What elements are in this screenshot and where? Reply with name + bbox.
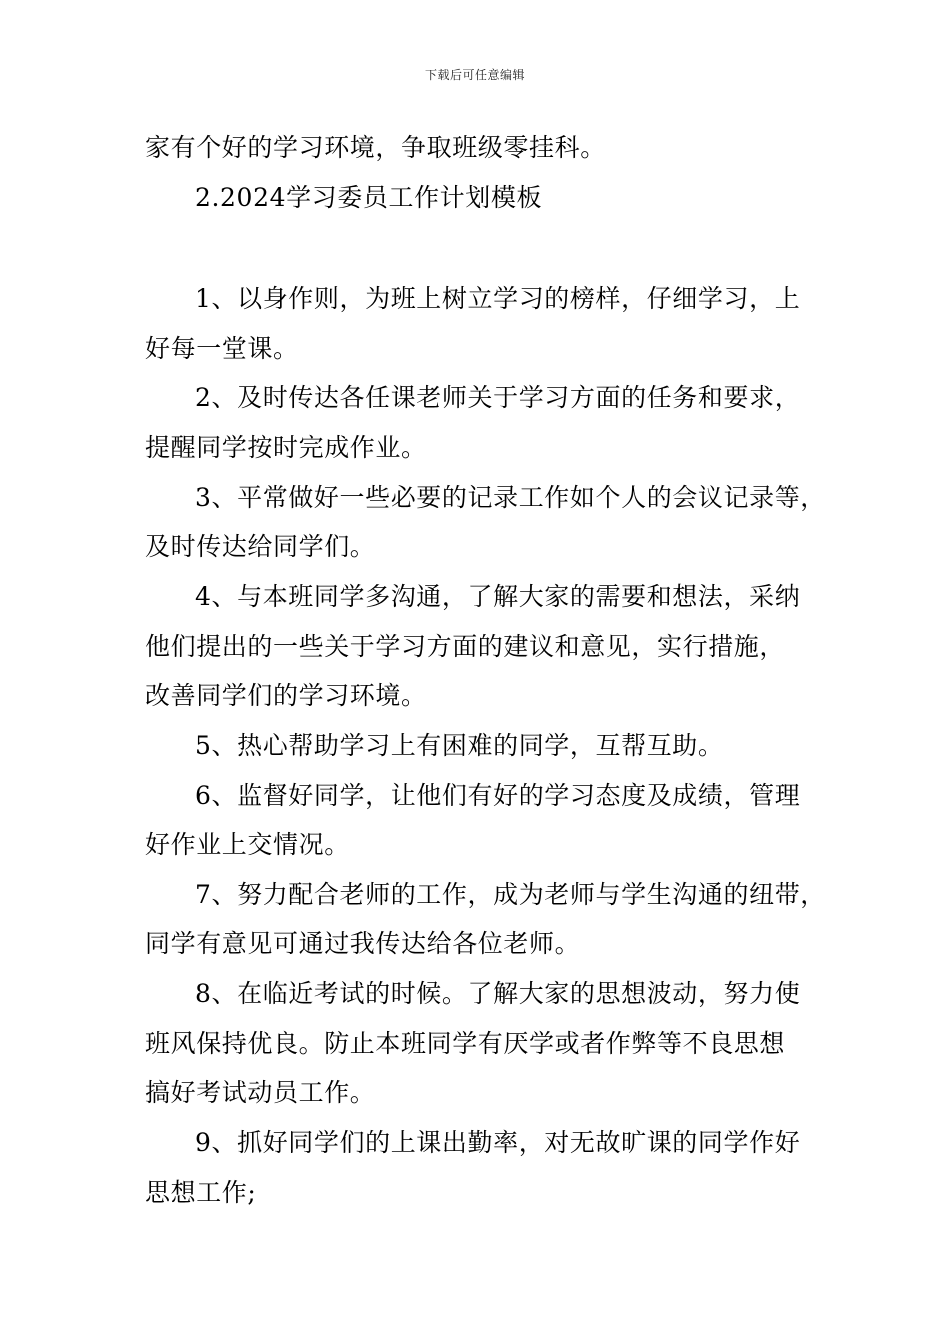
list-item-6-line-1: 6、监督好同学，让他们有好的学习态度及成绩，管理 [195, 781, 801, 810]
list-item-3-line-1: 3、平常做好一些必要的记录工作如个人的会议记录等， [195, 483, 826, 512]
list-item-7-line-2: 同学有意见可通过我传达给各位老师。 [145, 929, 581, 958]
list-item-6-line-2: 好作业上交情况。 [145, 830, 350, 859]
list-item-4-line-3: 改善同学们的学习环境。 [145, 681, 427, 710]
list-item-4-line-2: 他们提出的一些关于学习方面的建议和意见，实行措施， [145, 632, 786, 661]
list-item-9-line-1: 9、抓好同学们的上课出勤率，对无故旷课的同学作好 [195, 1128, 801, 1157]
list-item-3-line-2: 及时传达给同学们。 [145, 532, 376, 561]
list-item-8-line-2: 班风保持优良。防止本班同学有厌学或者作弊等不良思想 [145, 1029, 786, 1058]
paragraph-line: 家有个好的学习环境，争取班级零挂科。 [145, 133, 606, 162]
list-item-2-line-1: 2、及时传达各任课老师关于学习方面的任务和要求， [195, 383, 801, 412]
list-item-7-line-1: 7、努力配合老师的工作，成为老师与学生沟通的纽带， [195, 880, 826, 909]
section-heading: 2.2024学习委员工作计划模板 [195, 183, 543, 212]
list-item-1-line-1: 1、以身作则，为班上树立学习的榜样，仔细学习，上 [195, 284, 801, 313]
list-item-8-line-3: 搞好考试动员工作。 [145, 1078, 376, 1107]
list-item-8-line-1: 8、在临近考试的时候。了解大家的思想波动，努力使 [195, 979, 801, 1008]
list-item-2-line-2: 提醒同学按时完成作业。 [145, 433, 427, 462]
list-item-5-line-1: 5、热心帮助学习上有困难的同学，互帮互助。 [195, 731, 724, 760]
list-item-4-line-1: 4、与本班同学多沟通，了解大家的需要和想法，采纳 [195, 582, 801, 611]
list-item-9-line-2: 思想工作; [145, 1178, 257, 1207]
page-header-note: 下载后可任意编辑 [424, 68, 525, 82]
list-item-1-line-2: 好每一堂课。 [145, 334, 299, 363]
